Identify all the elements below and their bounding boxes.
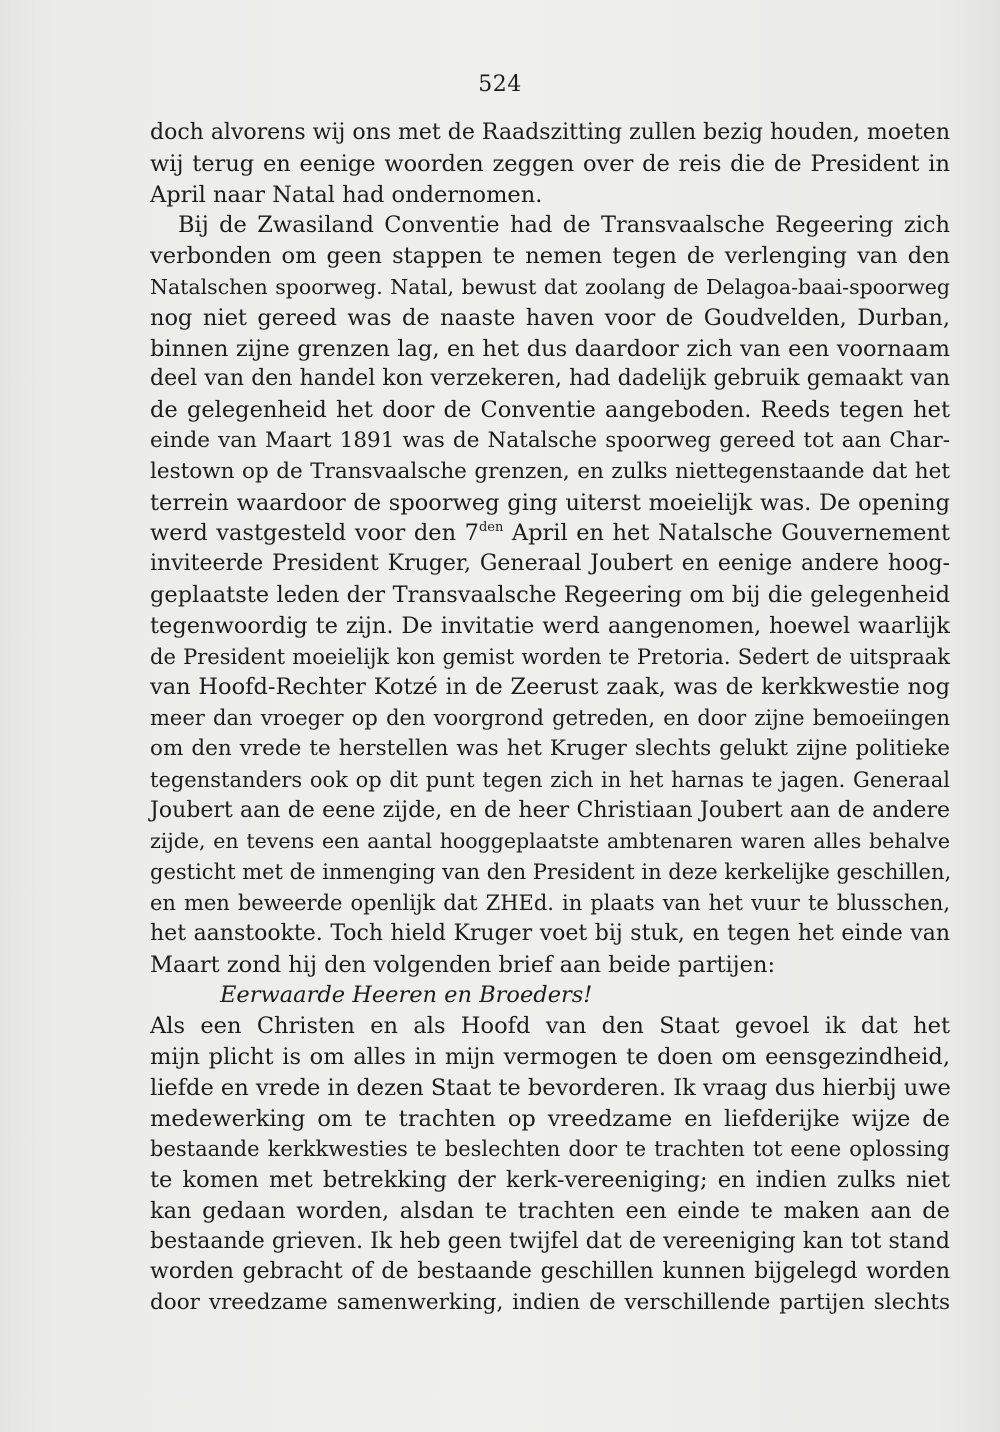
text-line [150, 1227, 950, 1258]
text-line [150, 642, 950, 673]
text-line [150, 1042, 950, 1073]
text-line [150, 518, 950, 549]
text-line [150, 734, 950, 765]
text-line [150, 210, 950, 241]
text-line [150, 118, 950, 149]
superscript: den [478, 520, 504, 536]
text-line-content: Bij de Zwasiland Conventie had de Transvaalsche Regeering zich [178, 212, 950, 239]
text-line-content: gesticht met de inmenging van den President in deze kerkelijke geschillen, [150, 860, 952, 885]
text-line-content: te komen met betrekking der kerk-vereeniging; en indien zulks niet [150, 1167, 950, 1194]
text-line-content: verbonden om geen stappen te nemen tegen de verlenging van den [150, 243, 950, 270]
text-line [150, 611, 950, 642]
text-line [150, 1011, 950, 1042]
text-line-content: kan gedaan worden, alsdan te trachten een einde te maken aan de [150, 1197, 950, 1224]
text-line-content: het aanstookte. Toch hield Kruger voet bij stuk, en tegen het einde van [150, 920, 950, 946]
text-line [150, 395, 950, 426]
text-line [150, 765, 950, 796]
text-line [150, 672, 950, 703]
text-line-content: bestaande kerkkwesties te beslechten door te trachten tot eene oplossing [150, 1137, 950, 1162]
text-line-content: wij terug en eenige woorden zeggen over de reis die de President in [150, 150, 950, 177]
text-line [150, 149, 950, 180]
text-line-content: Eerwaarde Heeren en Broeders! [220, 982, 593, 1009]
text-line-content: Als een Christen en als Hoofd van den Staat gevoel ik dat het [150, 1013, 950, 1040]
text-line [150, 888, 950, 919]
text-line-content: bestaande grieven. Ik heb geen twijfel dat de vereeniging kan tot stand [150, 1228, 950, 1254]
text-line [150, 1257, 950, 1288]
text-line [150, 334, 950, 365]
text-line-continuation: April en het Natalsche Gouvernement [503, 520, 950, 547]
text-line [150, 857, 950, 888]
text-line [150, 1288, 950, 1319]
text-line-content: terrein waardoor de spoorweg ging uiterst moeielijk was. De opening [150, 489, 950, 516]
text-line-content: werd vastgesteld voor den 7 [150, 520, 479, 547]
text-line-content: tegenstanders ook op dit punt tegen zich in het harnas te jagen. Generaal [150, 767, 950, 792]
text-line [150, 919, 950, 950]
page-number: 524 [478, 72, 522, 97]
text-line-content: de gelegenheid het door de Conventie aangeboden. Reeds tegen het [150, 397, 950, 424]
text-line-content: nog niet gereed was de naaste haven voor de Goudvelden, Durban, [150, 304, 950, 331]
text-line-content: zijde, en tevens een aantal hooggeplaatste ambtenaren waren alles behalve [150, 829, 950, 854]
text-line [150, 580, 950, 611]
text-line-content: April naar Natal had ondernomen. [150, 181, 543, 208]
text-line [150, 241, 950, 272]
text-line [150, 1196, 950, 1227]
text-line [150, 796, 950, 827]
text-line-content: mijn plicht is om alles in mijn vermogen te doen om eensgezindheid, [150, 1043, 950, 1070]
text-line [150, 549, 950, 580]
text-line [150, 426, 950, 457]
text-line-content: doch alvorens wij ons met de Raadszitting zullen bezig houden, moeten [150, 120, 950, 145]
text-line-content: Natalschen spoorweg. Natal, bewust dat zoolang de Delagoa-baai-spoorweg [150, 274, 950, 299]
text-line-content: Joubert aan de eene zijde, en de heer Christiaan Joubert aan de andere [150, 797, 950, 823]
text-line-content: geplaatste leden der Transvaalsche Regeering om bij die gelegenheid [150, 581, 950, 608]
text-line [150, 826, 950, 857]
text-line [150, 1073, 950, 1104]
text-line [150, 980, 950, 1011]
text-line-content: Maart zond hij den volgenden brief aan beide partijen: [150, 951, 776, 978]
text-line-content: worden gebracht of de bestaande geschillen kunnen bijgelegd worden [150, 1259, 950, 1285]
text-line-content: om den vrede te herstellen was het Kruger slechts gelukt zijne politieke [150, 735, 950, 761]
text-line [150, 364, 950, 395]
text-line [150, 1134, 950, 1165]
text-line-content: meer dan vroeger op den voorgrond getreden, en door zijne bemoeiingen [150, 706, 950, 731]
text-line-content: lestown op de Transvaalsche grenzen, en zulks niettegenstaande dat het [150, 458, 950, 484]
text-line [150, 272, 950, 303]
text-line [150, 950, 950, 981]
text-line-content: einde van Maart 1891 was de Natalsche spoorweg gereed tot aan Char- [150, 427, 950, 453]
text-line-content: en men beweerde openlijk dat ZHEd. in plaats van het vuur te blusschen, [150, 890, 950, 915]
text-line [150, 180, 950, 211]
text-line-content: van Hoofd-Rechter Kotzé in de Zeerust zaak, was de kerkkwestie nog [150, 674, 950, 701]
text-line [150, 303, 950, 334]
text-line-content: medewerking om te trachten op vreedzame en liefderijke wijze de [150, 1105, 950, 1132]
text-line [150, 1165, 950, 1196]
text-line-content: door vreedzame samenwerking, indien de verschillende partijen slechts [150, 1290, 950, 1316]
text-line [150, 457, 950, 488]
text-line-content: tegenwoordig te zijn. De invitatie werd aangenomen, hoewel waarlijk [150, 612, 950, 639]
text-line [150, 703, 950, 734]
text-line-content: deel van den handel kon verzekeren, had dadelijk gebruik gemaakt van [150, 366, 950, 392]
text-line [150, 488, 950, 519]
text-line-content: inviteerde President Kruger, Generaal Joubert en eenige andere hoog- [150, 551, 950, 577]
text-line-content: binnen zijne grenzen lag, en het dus daardoor zich van een voornaam [150, 335, 950, 362]
text-line-content: de President moeielijk kon gemist worden te Pretoria. Sedert de uitspraak [150, 644, 950, 669]
text-line [150, 1104, 950, 1135]
text-line-content: liefde en vrede in dezen Staat te bevorderen. Ik vraag dus hierbij uwe [150, 1074, 951, 1101]
body-text [150, 118, 950, 1319]
